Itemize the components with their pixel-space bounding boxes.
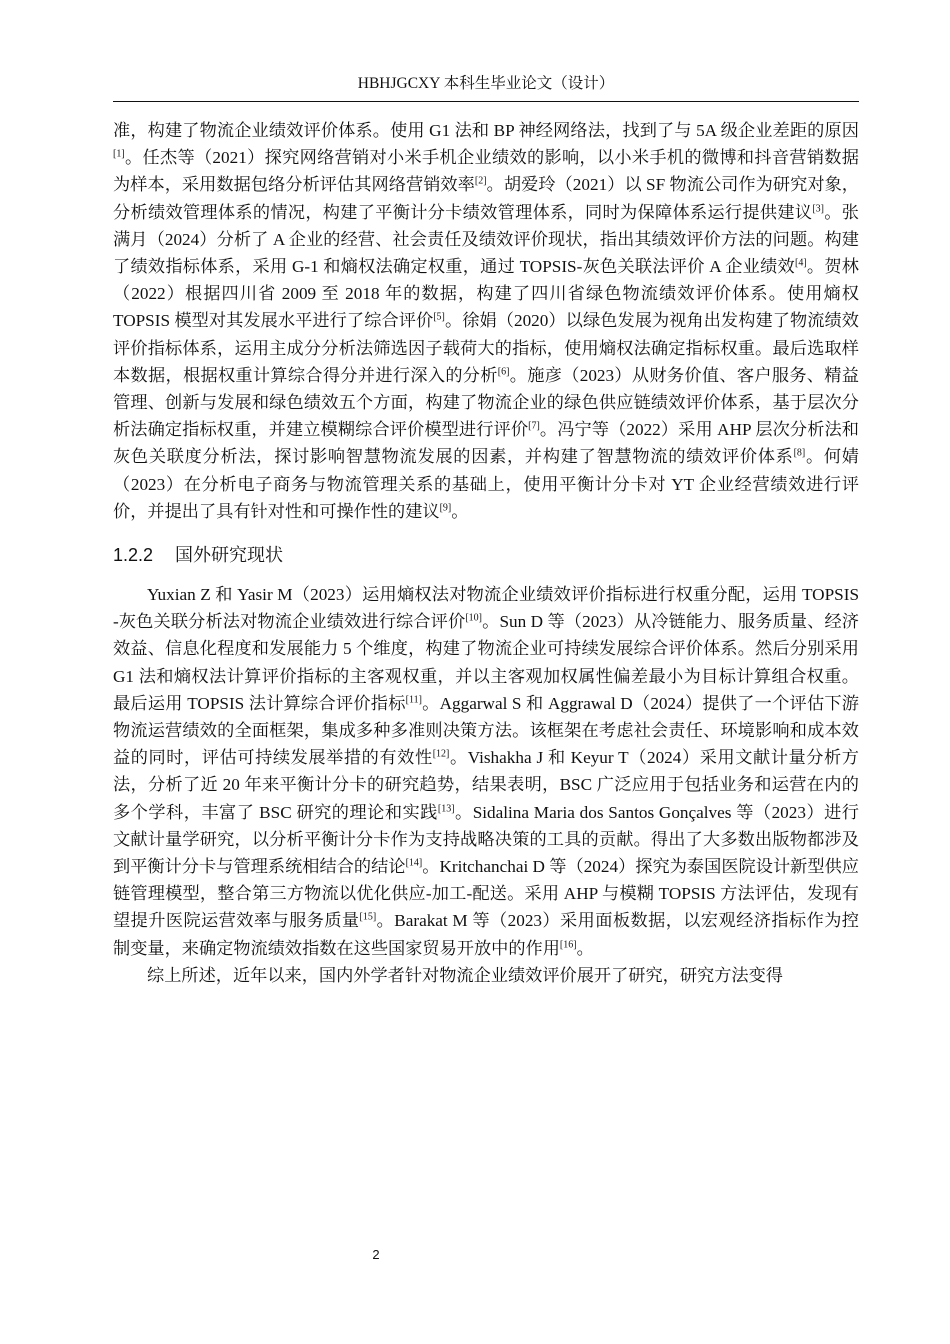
citation-ref: [2]	[474, 175, 487, 187]
citation-ref: [1]	[113, 148, 125, 160]
text-run: 。	[451, 501, 469, 521]
text-run: 。Barakat M 等（2023）采用面板数据，以宏观经济指标作为控制变量，来确定物流绩效指数在这些国家贸易开放中的作用	[113, 911, 859, 958]
citation-ref: [3]	[812, 202, 825, 214]
text-run: 。Sun D 等（2023）从冷链能力、服务质量、经济效益、信息化程度和发展能力 5 个维度，构建了物流企业可持续发展综合评价体系。然后分别采用 G1 法和熵权法计算评价指标的主客观权重，并以主客观加权属性偏差最小为目标计算组合权重。最后运用 TOPSIS 法计算综合评价指标	[113, 612, 859, 713]
text-run: 。Sidalina Maria dos Santos Gonçalves 等（2023）进行文献计量学研究，以分析平衡计分卡作为支持战略决策的工具的贡献。得出了大多数出版物都涉及到平衡计分卡与管理系统相结合的结论	[113, 802, 859, 877]
section-heading	[113, 542, 859, 568]
text-run: 。徐娟（2020）以绿色发展为视角出发构建了物流绩效评价指标体系，运用主成分分析法筛选因子载荷大的指标，使用熵权法确定指标权重。最后选取样本数据，根据权重计算综合得分并进行深入的分析	[113, 311, 859, 385]
text-run: 准，构建了物流企业绩效评价体系。使用 G1 法和 BP 神经网络法，找到了与 5A 级企业差距的原因	[113, 121, 859, 140]
citation-ref: [4]	[795, 257, 807, 269]
running-header: HBHJGCXY 本科生毕业论文（设计）	[357, 75, 615, 92]
page-number: 2	[372, 1247, 380, 1262]
section-number: 1.2.2	[113, 545, 154, 566]
text-run: 。张满月（2024）分析了 A 企业的经营、社会责任及绩效评价现状，指出其绩效评价方法的问题。构建了绩效指标体系，采用 G-1 和熵权法确定权重，通过 TOPSIS-灰色关联法评价 A 企业绩效	[113, 202, 859, 277]
text-run: 。冯宁等（2022）采用 AHP 层次分析法和灰色关联度分析法，探讨影响智慧物流发展的因素，并构建了智慧物流的绩效评价体系	[113, 420, 859, 467]
citation-ref: [14]	[405, 857, 423, 869]
paragraph-foreign-research	[113, 581, 859, 962]
text-run: 。Kritchanchai D 等（2024）探究为泰国医院设计新型供应链管理模型，整合第三方物流以优化供应-加工-配送。采用 AHP 与模糊 TOPSIS 方法评估，发现有望提升医院运营效率与服务质量	[113, 857, 859, 931]
citation-ref: [5]	[433, 311, 445, 323]
text-run: 。施彦（2023）从财务价值、客户服务、精益管理、创新与发展和绿色绩效五个方面，构建了物流企业的绿色供应链绩效评价体系，基于层次分析法确定指标权重，并建立模糊综合评价模型进行评价	[113, 365, 859, 440]
citation-ref: [10]	[465, 612, 482, 624]
text-run: 。何婧（2023）在分析电子商务与物流管理关系的基础上，使用平衡计分卡对 YT 企业经营绩效进行评价，并提出了具有针对性和可操作性的建议	[113, 447, 859, 521]
citation-ref: [16]	[559, 938, 577, 950]
citation-ref: [13]	[437, 802, 455, 814]
citation-ref: [7]	[528, 420, 540, 432]
citation-ref: [15]	[359, 911, 377, 923]
text-run: 综上所述，近年以来，国内外学者针对物流企业绩效评价展开了研究，研究方法变得	[147, 965, 783, 985]
text-run: 。Aggarwal S 和 Aggrawal D（2024）提供了一个评估下游物流运营绩效的全面框架，集成多种多准则决策方法。该框架在考虑社会责任、环境影响和成本效益的同时，评估可持续发展举措的有效性	[113, 693, 859, 768]
header-rule	[113, 101, 859, 102]
text-run: 。任杰等（2021）探究网络营销对小米手机企业绩效的影响，以小米手机的微博和抖音营销数据为样本，采用数据包络分析评估其网络营销效率	[113, 148, 859, 195]
paragraph-summary	[113, 962, 859, 989]
text-run: 。胡爱玲（2021）以 SF 物流公司作为研究对象，分析绩效管理体系的情况，构建了平衡计分卡绩效管理体系，同时为保障体系运行提供建议	[113, 175, 859, 222]
text-run: 。Vishakha J 和 Keyur T（2024）采用文献计量分析方法，分析了近 20 年来平衡计分卡的研究趋势，结果表明，BSC 广泛应用于包括业务和运营在内的多个学科，丰富了 BSC 研究的理论和实践	[113, 748, 859, 822]
citation-ref: [9]	[439, 502, 452, 514]
text-run: 。	[576, 938, 594, 958]
body-text	[113, 117, 859, 989]
paragraph-domestic-research	[113, 117, 859, 525]
citation-ref: [6]	[497, 366, 510, 378]
citation-ref: [8]	[793, 447, 806, 459]
citation-ref: [11]	[405, 694, 422, 706]
section-title: 国外研究现状	[175, 545, 283, 566]
text-run: Yuxian Z 和 Yasir M（2023）运用熵权法对物流企业绩效评价指标进行权重分配，运用 TOPSIS -灰色关联分析法对物流企业绩效进行综合评价	[113, 585, 859, 632]
citation-ref: [12]	[432, 748, 450, 760]
text-run: 。贺林（2022）根据四川省 2009 至 2018 年的数据，构建了四川省绿色物流绩效评价体系。使用熵权 TOPSIS 模型对其发展水平进行了综合评价	[113, 257, 859, 331]
